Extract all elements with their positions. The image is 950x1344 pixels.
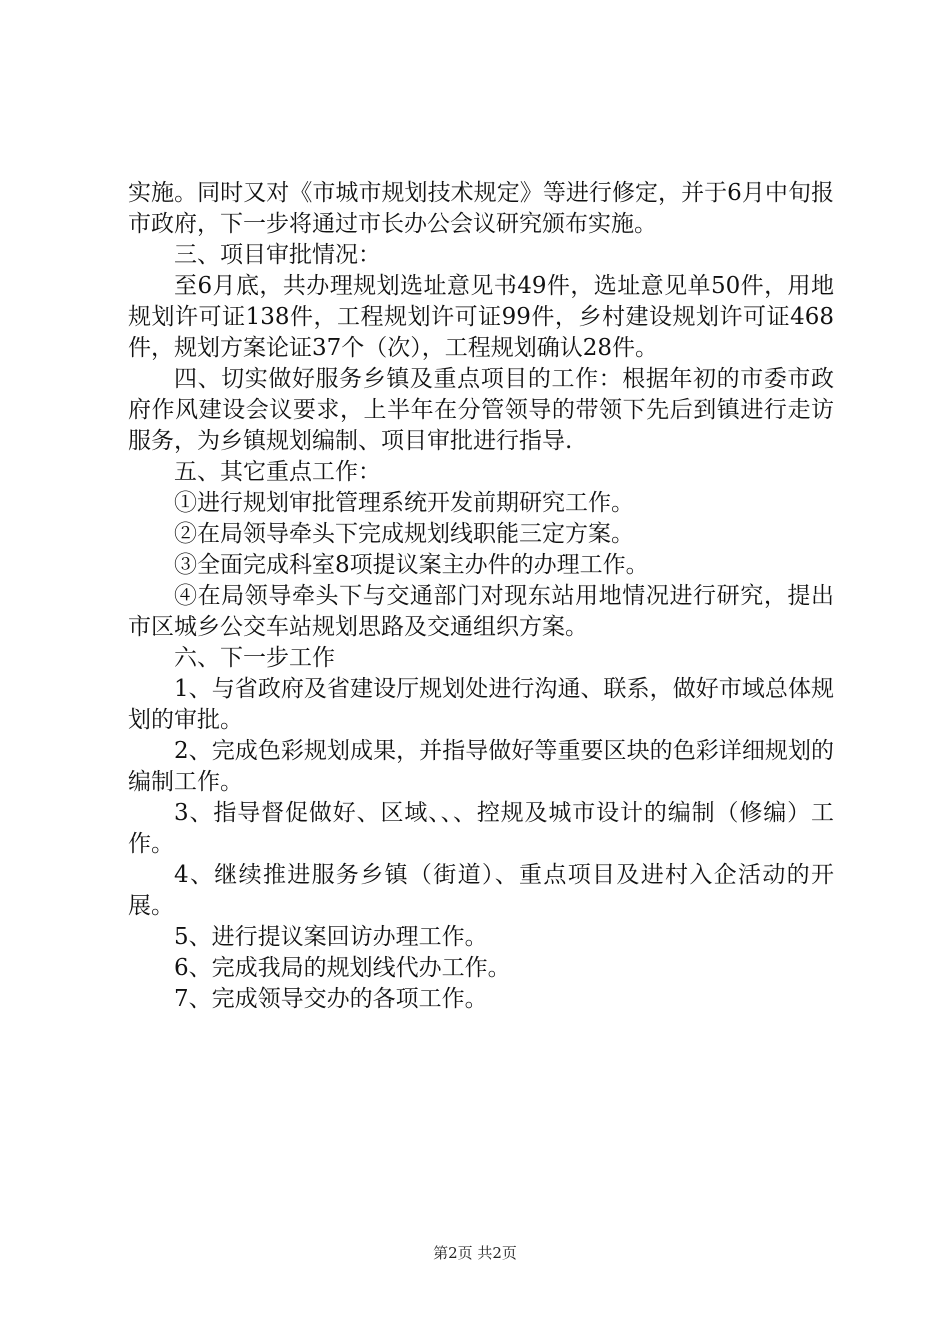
- heading-project-approval: 三、项目审批情况：: [174, 242, 381, 268]
- list-item-next-7: 7、完成领导交办的各项工作。: [174, 986, 488, 1012]
- paragraph-township-service: 四、切实做好服务乡镇及重点项目的工作：根据年初的市委市政府作风建设会议要求，上半年在分管领导的带领下先后到镇进行走访服务，为乡镇规划编制、项目审批进行指导.: [128, 366, 834, 454]
- paragraph-approval-stats: 至6月底，共办理规划选址意见书49件，选址意见单50件，用地规划许可证138件，工程规划许可证99件，乡村建设规划许可证468件，规划方案论证37个（次），工程规划确认28件。: [128, 273, 834, 361]
- document-body: [128, 178, 834, 1015]
- list-item-other-2: ②在局领导牵头下完成规划线职能三定方案。: [174, 521, 634, 547]
- list-item-other-1: ①进行规划审批管理系统开发前期研究工作。: [174, 490, 634, 516]
- list-item-other-3: ③全面完成科室8项提议案主办件的办理工作。: [174, 552, 649, 578]
- list-item-other-4: ④在局领导牵头下与交通部门对现东站用地情况进行研究，提出市区城乡公交车站规划思路及交通组织方案。: [128, 583, 834, 640]
- heading-next-steps: 六、下一步工作: [174, 645, 335, 671]
- heading-other-work: 五、其它重点工作：: [174, 459, 381, 485]
- list-item-next-2: 2、完成色彩规划成果，并指导做好等重要区块的色彩详细规划的编制工作。: [128, 738, 834, 795]
- list-item-next-6: 6、完成我局的规划线代办工作。: [174, 955, 511, 981]
- list-item-next-1: 1、与省政府及省建设厅规划处进行沟通、联系，做好市域总体规划的审批。: [128, 676, 834, 733]
- list-item-next-4: 4、继续推进服务乡镇（街道）、重点项目及进村入企活动的开展。: [128, 862, 834, 919]
- page-footer: 第2页 共2页: [433, 1244, 517, 1262]
- list-item-next-3: 3、指导督促做好、区域、、、控规及城市设计的编制（修编）工作。: [128, 800, 834, 857]
- list-item-next-5: 5、进行提议案回访办理工作。: [174, 924, 488, 950]
- paragraph-continuation: 实施。同时又对《市城市规划技术规定》等进行修定，并于6月中旬报市政府，下一步将通过市长办公会议研究颁布实施。: [128, 180, 834, 237]
